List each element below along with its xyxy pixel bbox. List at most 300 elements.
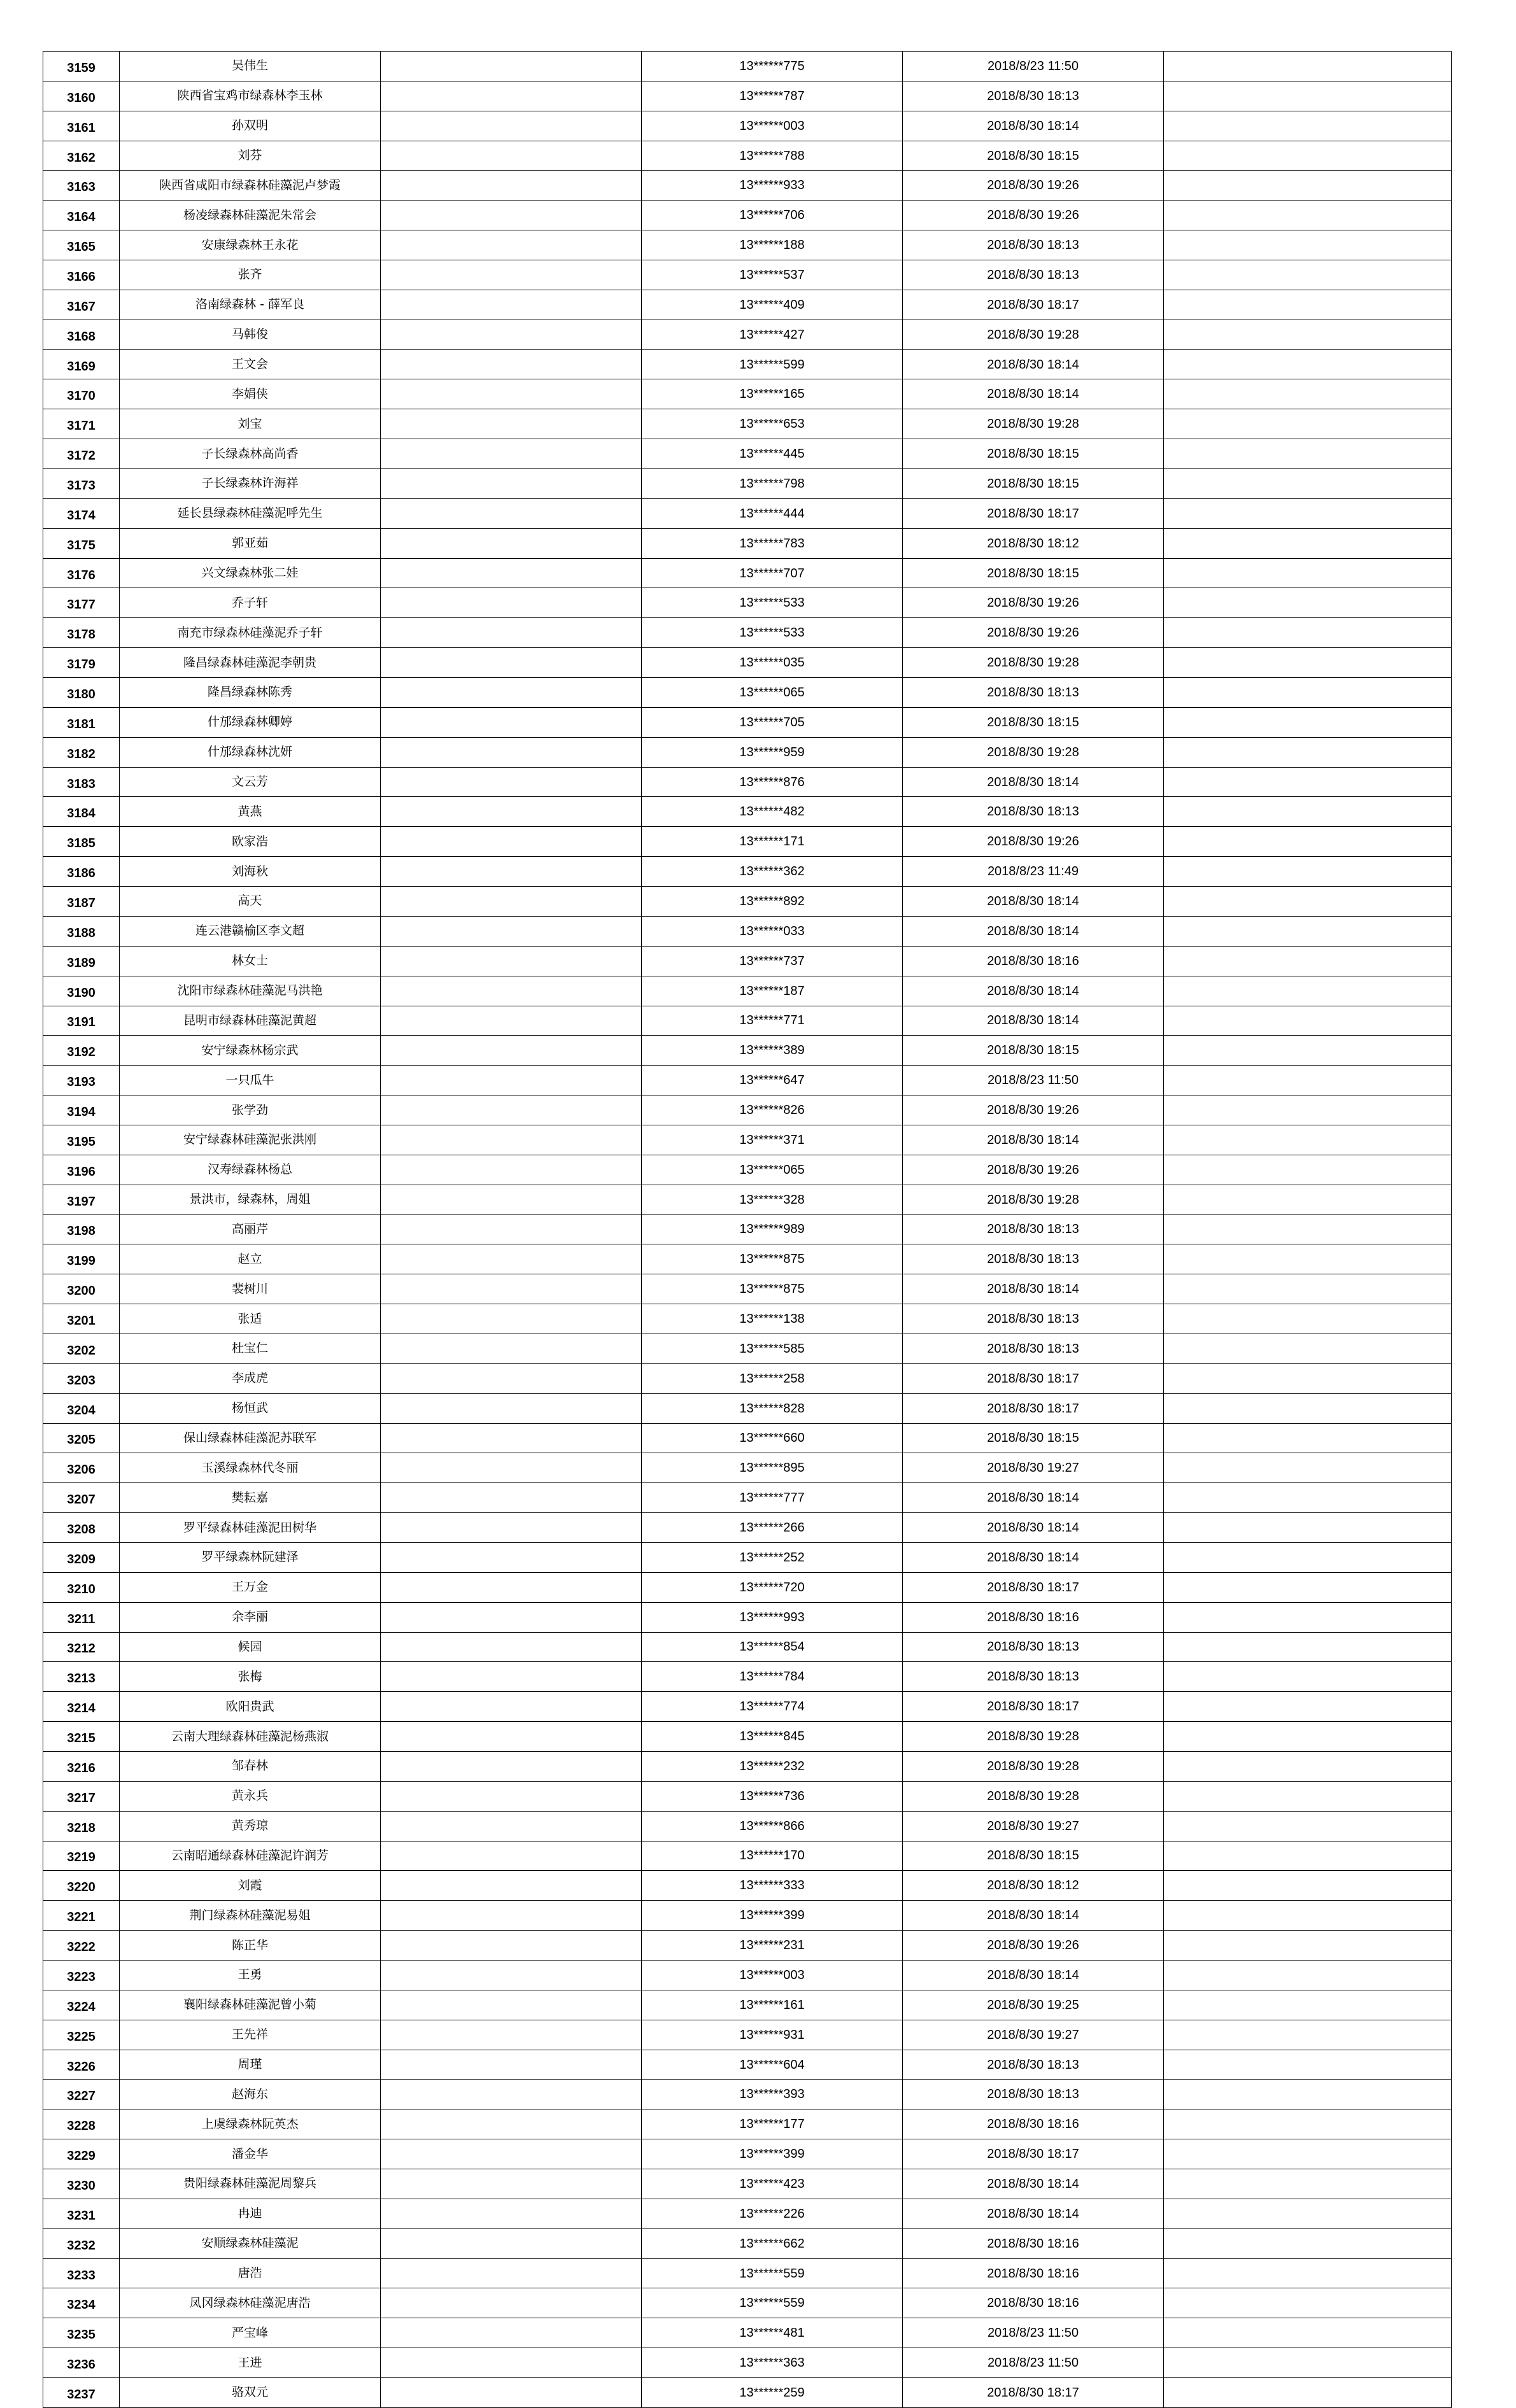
empty-cell: [1164, 1662, 1452, 1692]
phone-cell: 13******892: [642, 887, 903, 917]
timestamp-cell: 2018/8/30 19:28: [903, 648, 1164, 678]
empty-cell: [381, 111, 642, 141]
name-cell: 沈阳市绿森林硅藻泥马洪艳: [120, 976, 381, 1006]
name-cell: 黄燕: [120, 797, 381, 827]
row-number-cell: 3225: [43, 2020, 120, 2050]
row-number-cell: 3210: [43, 1572, 120, 1602]
phone-cell: 13******033: [642, 916, 903, 946]
table-row: [43, 528, 1452, 558]
row-number-cell: 3165: [43, 230, 120, 260]
empty-cell: [381, 1274, 642, 1304]
empty-cell: [1164, 1423, 1452, 1453]
table-row: [43, 1542, 1452, 1572]
empty-cell: [381, 1363, 642, 1393]
table-row: [43, 1304, 1452, 1334]
row-number-cell: 3204: [43, 1393, 120, 1423]
empty-cell: [1164, 1185, 1452, 1215]
phone-cell: 13******481: [642, 2318, 903, 2348]
phone-cell: 13******188: [642, 230, 903, 260]
empty-cell: [1164, 2318, 1452, 2348]
empty-cell: [381, 1632, 642, 1662]
timestamp-cell: 2018/8/30 18:14: [903, 1542, 1164, 1572]
empty-cell: [381, 469, 642, 499]
row-number-cell: 3177: [43, 588, 120, 618]
empty-cell: [1164, 111, 1452, 141]
name-cell: 罗平绿森林硅藻泥田树华: [120, 1513, 381, 1543]
row-number-cell: 3220: [43, 1871, 120, 1901]
table-row: [43, 2080, 1452, 2109]
phone-cell: 13******003: [642, 1961, 903, 1990]
row-number-cell: 3169: [43, 349, 120, 379]
table-row: [43, 1274, 1452, 1304]
empty-cell: [381, 439, 642, 469]
empty-cell: [1164, 469, 1452, 499]
empty-cell: [381, 1244, 642, 1274]
phone-cell: 13******647: [642, 1066, 903, 1095]
row-number-cell: 3161: [43, 111, 120, 141]
empty-cell: [1164, 1006, 1452, 1036]
empty-cell: [381, 2318, 642, 2348]
empty-cell: [1164, 2020, 1452, 2050]
phone-cell: 13******895: [642, 1453, 903, 1483]
table-row: [43, 1036, 1452, 1066]
empty-cell: [1164, 1722, 1452, 1752]
empty-cell: [381, 171, 642, 201]
empty-cell: [381, 588, 642, 618]
table-row: [43, 2228, 1452, 2258]
empty-cell: [1164, 1901, 1452, 1931]
empty-cell: [381, 290, 642, 320]
empty-cell: [381, 1483, 642, 1513]
table-row: [43, 2199, 1452, 2228]
row-number-cell: 3163: [43, 171, 120, 201]
empty-cell: [1164, 2348, 1452, 2378]
phone-cell: 13******798: [642, 469, 903, 499]
phone-cell: 13******427: [642, 320, 903, 349]
empty-cell: [1164, 52, 1452, 81]
name-cell: 刘宝: [120, 409, 381, 439]
name-cell: 文云芳: [120, 767, 381, 797]
phone-cell: 13******707: [642, 558, 903, 588]
timestamp-cell: 2018/8/30 18:13: [903, 1304, 1164, 1334]
table-row: [43, 1901, 1452, 1931]
row-number-cell: 3228: [43, 2109, 120, 2139]
empty-cell: [381, 1215, 642, 1244]
timestamp-cell: 2018/8/30 18:13: [903, 1632, 1164, 1662]
timestamp-cell: 2018/8/30 18:15: [903, 1036, 1164, 1066]
empty-cell: [381, 2378, 642, 2408]
row-number-cell: 3223: [43, 1961, 120, 1990]
phone-cell: 13******989: [642, 1215, 903, 1244]
phone-cell: 13******736: [642, 1781, 903, 1811]
name-cell: 黄秀琼: [120, 1811, 381, 1841]
empty-cell: [1164, 1453, 1452, 1483]
table-row: [43, 2288, 1452, 2318]
row-number-cell: 3218: [43, 1811, 120, 1841]
empty-cell: [381, 260, 642, 290]
name-cell: 刘霞: [120, 1871, 381, 1901]
phone-cell: 13******161: [642, 1990, 903, 2020]
timestamp-cell: 2018/8/30 18:13: [903, 81, 1164, 111]
empty-cell: [381, 2348, 642, 2378]
phone-cell: 13******399: [642, 2139, 903, 2169]
timestamp-cell: 2018/8/30 18:14: [903, 2199, 1164, 2228]
row-number-cell: 3190: [43, 976, 120, 1006]
table-row: [43, 379, 1452, 409]
table-row: [43, 1125, 1452, 1155]
phone-cell: 13******828: [642, 1393, 903, 1423]
empty-cell: [381, 1006, 642, 1036]
name-cell: 张齐: [120, 260, 381, 290]
row-number-cell: 3207: [43, 1483, 120, 1513]
empty-cell: [381, 1722, 642, 1752]
name-cell: 杜宝仁: [120, 1334, 381, 1363]
empty-cell: [1164, 797, 1452, 827]
phone-cell: 13******787: [642, 81, 903, 111]
empty-cell: [381, 2109, 642, 2139]
row-number-cell: 3226: [43, 2050, 120, 2080]
row-number-cell: 3215: [43, 1722, 120, 1752]
empty-cell: [1164, 1572, 1452, 1602]
empty-cell: [381, 1901, 642, 1931]
row-number-cell: 3211: [43, 1602, 120, 1632]
timestamp-cell: 2018/8/30 19:25: [903, 1990, 1164, 2020]
empty-cell: [1164, 1483, 1452, 1513]
table-row: [43, 1931, 1452, 1961]
row-number-cell: 3170: [43, 379, 120, 409]
row-number-cell: 3168: [43, 320, 120, 349]
name-cell: 安顺绿森林硅藻泥: [120, 2228, 381, 2258]
phone-cell: 13******706: [642, 201, 903, 230]
phone-cell: 13******559: [642, 2258, 903, 2288]
phone-cell: 13******389: [642, 1036, 903, 1066]
empty-cell: [1164, 349, 1452, 379]
row-number-cell: 3199: [43, 1244, 120, 1274]
name-cell: 候园: [120, 1632, 381, 1662]
name-cell: 云南昭通绿森林硅藻泥许润芳: [120, 1841, 381, 1871]
row-number-cell: 3182: [43, 737, 120, 767]
empty-cell: [1164, 618, 1452, 648]
row-number-cell: 3231: [43, 2199, 120, 2228]
empty-cell: [381, 1304, 642, 1334]
timestamp-cell: 2018/8/30 19:28: [903, 1185, 1164, 1215]
name-cell: 一只瓜牛: [120, 1066, 381, 1095]
empty-cell: [381, 409, 642, 439]
row-number-cell: 3229: [43, 2139, 120, 2169]
row-number-cell: 3159: [43, 52, 120, 81]
timestamp-cell: 2018/8/30 19:26: [903, 171, 1164, 201]
row-number-cell: 3193: [43, 1066, 120, 1095]
empty-cell: [1164, 767, 1452, 797]
empty-cell: [381, 1781, 642, 1811]
empty-cell: [1164, 1602, 1452, 1632]
timestamp-cell: 2018/8/30 18:17: [903, 290, 1164, 320]
name-cell: 孙双明: [120, 111, 381, 141]
empty-cell: [1164, 946, 1452, 976]
empty-cell: [381, 1542, 642, 1572]
empty-cell: [1164, 1871, 1452, 1901]
row-number-cell: 3183: [43, 767, 120, 797]
empty-cell: [381, 1125, 642, 1155]
row-number-cell: 3209: [43, 1542, 120, 1572]
empty-cell: [1164, 409, 1452, 439]
empty-cell: [1164, 2080, 1452, 2109]
empty-cell: [381, 230, 642, 260]
table-row: [43, 260, 1452, 290]
timestamp-cell: 2018/8/30 18:14: [903, 1961, 1164, 1990]
name-cell: 安宁绿森林硅藻泥张洪刚: [120, 1125, 381, 1155]
table-row: [43, 1095, 1452, 1125]
empty-cell: [1164, 1066, 1452, 1095]
empty-cell: [1164, 2109, 1452, 2139]
row-number-cell: 3194: [43, 1095, 120, 1125]
name-cell: 子长绿森林高尚香: [120, 439, 381, 469]
timestamp-cell: 2018/8/30 18:13: [903, 260, 1164, 290]
empty-cell: [1164, 1781, 1452, 1811]
table-row: [43, 1871, 1452, 1901]
phone-cell: 13******138: [642, 1304, 903, 1334]
table-row: [43, 1841, 1452, 1871]
name-cell: 陕西省宝鸡市绿森林李玉林: [120, 81, 381, 111]
phone-cell: 13******720: [642, 1572, 903, 1602]
phone-cell: 13******333: [642, 1871, 903, 1901]
table-row: [43, 1363, 1452, 1393]
timestamp-cell: 2018/8/30 18:17: [903, 1572, 1164, 1602]
row-number-cell: 3179: [43, 648, 120, 678]
empty-cell: [1164, 887, 1452, 917]
empty-cell: [381, 1155, 642, 1185]
table-row: [43, 409, 1452, 439]
empty-cell: [381, 2228, 642, 2258]
phone-cell: 13******252: [642, 1542, 903, 1572]
timestamp-cell: 2018/8/30 18:15: [903, 1423, 1164, 1453]
empty-cell: [1164, 379, 1452, 409]
phone-cell: 13******875: [642, 1244, 903, 1274]
timestamp-cell: 2018/8/30 18:14: [903, 887, 1164, 917]
name-cell: 周瑾: [120, 2050, 381, 2080]
table-row: [43, 2258, 1452, 2288]
table-row: [43, 1155, 1452, 1185]
empty-cell: [1164, 707, 1452, 737]
timestamp-cell: 2018/8/30 18:14: [903, 349, 1164, 379]
name-cell: 刘海秋: [120, 857, 381, 887]
table-row: [43, 2020, 1452, 2050]
table-row: [43, 976, 1452, 1006]
empty-cell: [381, 1423, 642, 1453]
table-row: [43, 469, 1452, 499]
empty-cell: [381, 379, 642, 409]
empty-cell: [1164, 1155, 1452, 1185]
row-number-cell: 3237: [43, 2378, 120, 2408]
empty-cell: [1164, 1961, 1452, 1990]
table-row: [43, 1781, 1452, 1811]
name-cell: 邹春林: [120, 1751, 381, 1781]
empty-cell: [381, 1990, 642, 2020]
name-cell: 王万金: [120, 1572, 381, 1602]
row-number-cell: 3173: [43, 469, 120, 499]
phone-cell: 13******170: [642, 1841, 903, 1871]
name-cell: 高天: [120, 887, 381, 917]
name-cell: 王文会: [120, 349, 381, 379]
timestamp-cell: 2018/8/30 19:28: [903, 737, 1164, 767]
timestamp-cell: 2018/8/23 11:49: [903, 857, 1164, 887]
table-row: [43, 707, 1452, 737]
row-number-cell: 3202: [43, 1334, 120, 1363]
timestamp-cell: 2018/8/30 19:26: [903, 618, 1164, 648]
name-cell: 凤冈绿森林硅藻泥唐浩: [120, 2288, 381, 2318]
phone-cell: 13******232: [642, 1751, 903, 1781]
table-row: [43, 678, 1452, 708]
empty-cell: [1164, 588, 1452, 618]
timestamp-cell: 2018/8/30 18:16: [903, 2109, 1164, 2139]
table-row: [43, 618, 1452, 648]
table-row: [43, 1334, 1452, 1363]
table-row: [43, 141, 1452, 171]
name-cell: 王勇: [120, 1961, 381, 1990]
empty-cell: [1164, 1304, 1452, 1334]
timestamp-cell: 2018/8/23 11:50: [903, 1066, 1164, 1095]
timestamp-cell: 2018/8/30 19:28: [903, 1781, 1164, 1811]
timestamp-cell: 2018/8/30 18:15: [903, 141, 1164, 171]
table-row: [43, 1423, 1452, 1453]
timestamp-cell: 2018/8/30 18:14: [903, 111, 1164, 141]
timestamp-cell: 2018/8/30 19:26: [903, 1931, 1164, 1961]
timestamp-cell: 2018/8/30 19:26: [903, 588, 1164, 618]
name-cell: 马韩俊: [120, 320, 381, 349]
name-cell: 欧家浩: [120, 827, 381, 857]
table-row: [43, 827, 1452, 857]
name-cell: 严宝峰: [120, 2318, 381, 2348]
empty-cell: [1164, 2169, 1452, 2199]
phone-cell: 13******177: [642, 2109, 903, 2139]
empty-cell: [381, 81, 642, 111]
empty-cell: [381, 1811, 642, 1841]
timestamp-cell: 2018/8/30 18:14: [903, 2169, 1164, 2199]
phone-cell: 13******876: [642, 767, 903, 797]
table-body: [43, 52, 1452, 2408]
table-row: [43, 320, 1452, 349]
table-row: [43, 1961, 1452, 1990]
empty-cell: [381, 2080, 642, 2109]
table-row: [43, 1811, 1452, 1841]
name-cell: 汉寿绿森林杨总: [120, 1155, 381, 1185]
table-row: [43, 1215, 1452, 1244]
row-number-cell: 3198: [43, 1215, 120, 1244]
phone-cell: 13******826: [642, 1095, 903, 1125]
timestamp-cell: 2018/8/30 19:28: [903, 1722, 1164, 1752]
name-cell: 吴伟生: [120, 52, 381, 81]
table-row: [43, 230, 1452, 260]
empty-cell: [381, 498, 642, 528]
empty-cell: [381, 767, 642, 797]
table-row: [43, 52, 1452, 81]
empty-cell: [1164, 171, 1452, 201]
row-number-cell: 3234: [43, 2288, 120, 2318]
row-number-cell: 3164: [43, 201, 120, 230]
timestamp-cell: 2018/8/30 18:14: [903, 1006, 1164, 1036]
row-number-cell: 3217: [43, 1781, 120, 1811]
empty-cell: [381, 2139, 642, 2169]
name-cell: 刘芬: [120, 141, 381, 171]
empty-cell: [1164, 678, 1452, 708]
timestamp-cell: 2018/8/30 19:26: [903, 827, 1164, 857]
empty-cell: [381, 558, 642, 588]
empty-cell: [381, 141, 642, 171]
table-row: [43, 1393, 1452, 1423]
empty-cell: [1164, 976, 1452, 1006]
phone-cell: 13******662: [642, 2228, 903, 2258]
timestamp-cell: 2018/8/30 19:26: [903, 1095, 1164, 1125]
row-number-cell: 3184: [43, 797, 120, 827]
name-cell: 李成虎: [120, 1363, 381, 1393]
phone-cell: 13******604: [642, 2050, 903, 2080]
name-cell: 玉溪绿森林代冬丽: [120, 1453, 381, 1483]
row-number-cell: 3196: [43, 1155, 120, 1185]
row-number-cell: 3219: [43, 1841, 120, 1871]
empty-cell: [381, 1393, 642, 1423]
empty-cell: [1164, 1244, 1452, 1274]
table-row: [43, 1990, 1452, 2020]
table-row: [43, 797, 1452, 827]
empty-cell: [381, 678, 642, 708]
name-cell: 樊耘嘉: [120, 1483, 381, 1513]
timestamp-cell: 2018/8/30 18:15: [903, 1841, 1164, 1871]
empty-cell: [1164, 1841, 1452, 1871]
empty-cell: [1164, 1036, 1452, 1066]
timestamp-cell: 2018/8/30 18:13: [903, 1662, 1164, 1692]
phone-cell: 13******777: [642, 1483, 903, 1513]
name-cell: 延长县绿森林硅藻泥呼先生: [120, 498, 381, 528]
timestamp-cell: 2018/8/30 18:17: [903, 1393, 1164, 1423]
empty-cell: [1164, 737, 1452, 767]
timestamp-cell: 2018/8/30 18:15: [903, 439, 1164, 469]
empty-cell: [381, 1334, 642, 1363]
empty-cell: [1164, 498, 1452, 528]
phone-cell: 13******537: [642, 260, 903, 290]
phone-cell: 13******784: [642, 1662, 903, 1692]
empty-cell: [381, 887, 642, 917]
name-cell: 什邡绿森林卿婷: [120, 707, 381, 737]
row-number-cell: 3236: [43, 2348, 120, 2378]
timestamp-cell: 2018/8/30 19:28: [903, 409, 1164, 439]
empty-cell: [381, 52, 642, 81]
phone-cell: 13******259: [642, 2378, 903, 2408]
empty-cell: [381, 1453, 642, 1483]
phone-cell: 13******258: [642, 1363, 903, 1393]
empty-cell: [1164, 827, 1452, 857]
name-cell: 裴树川: [120, 1274, 381, 1304]
row-number-cell: 3195: [43, 1125, 120, 1155]
name-cell: 郭亚茹: [120, 528, 381, 558]
row-number-cell: 3216: [43, 1751, 120, 1781]
table-row: [43, 588, 1452, 618]
empty-cell: [1164, 1215, 1452, 1244]
row-number-cell: 3201: [43, 1304, 120, 1334]
empty-cell: [381, 1841, 642, 1871]
table-row: [43, 857, 1452, 887]
phone-cell: 13******393: [642, 2080, 903, 2109]
phone-cell: 13******226: [642, 2199, 903, 2228]
timestamp-cell: 2018/8/30 19:26: [903, 201, 1164, 230]
phone-cell: 13******328: [642, 1185, 903, 1215]
empty-cell: [1164, 1125, 1452, 1155]
empty-cell: [1164, 2050, 1452, 2080]
empty-cell: [381, 2169, 642, 2199]
empty-cell: [1164, 290, 1452, 320]
timestamp-cell: 2018/8/30 18:17: [903, 1692, 1164, 1722]
empty-cell: [381, 648, 642, 678]
table-row: [43, 1513, 1452, 1543]
